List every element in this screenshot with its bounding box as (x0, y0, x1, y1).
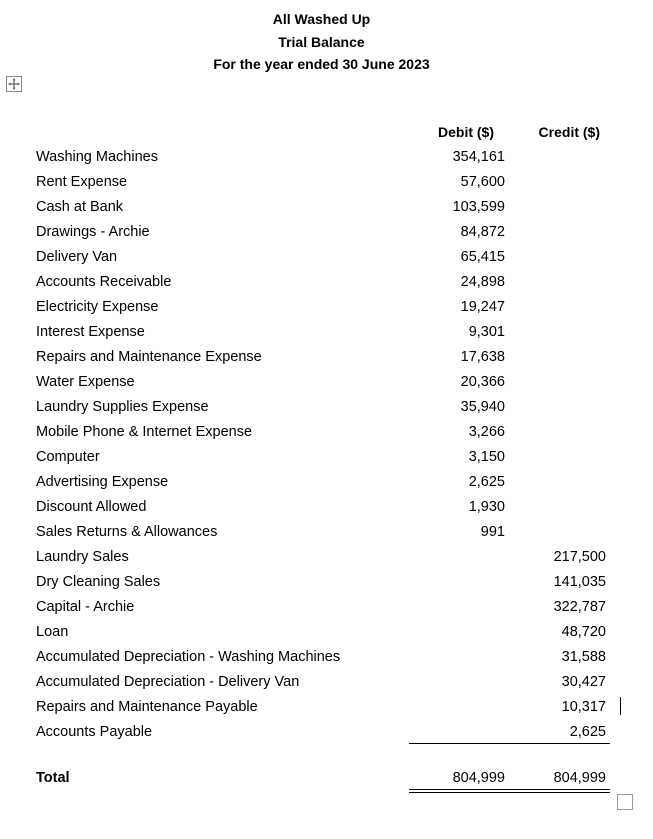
total-double-rule (409, 789, 610, 793)
debit-column-header: Debit ($) (438, 124, 494, 140)
table-row (0, 496, 653, 521)
credit-amount: 31,588 (561, 649, 606, 665)
credit-amount: 217,500 (553, 549, 606, 565)
account-name: Sales Returns & Allowances (36, 524, 218, 540)
table-row (0, 521, 653, 546)
table-row (0, 296, 653, 321)
account-name: Mobile Phone & Internet Expense (36, 424, 253, 440)
table-row (0, 271, 653, 296)
account-name: Interest Expense (36, 324, 145, 340)
debit-amount: 991 (480, 524, 505, 540)
debit-amount: 2,625 (468, 474, 505, 490)
table-row (0, 346, 653, 371)
total-label: Total (36, 770, 70, 786)
table-row (0, 221, 653, 246)
table-move-handle-icon[interactable] (6, 76, 22, 92)
debit-amount: 354,161 (452, 149, 505, 165)
debit-amount: 3,150 (468, 449, 505, 465)
table-row (0, 421, 653, 446)
debit-amount: 35,940 (460, 399, 505, 415)
account-name: Capital - Archie (36, 599, 135, 615)
debit-amount: 24,898 (460, 274, 505, 290)
account-name: Laundry Sales (36, 549, 129, 565)
table-row (0, 621, 653, 646)
debit-amount: 1,930 (468, 499, 505, 515)
account-name: Rent Expense (36, 174, 128, 190)
move-arrows-icon (8, 78, 20, 90)
total-credit: 804,999 (553, 770, 606, 786)
report-name: Trial Balance (278, 33, 365, 50)
table-row (0, 596, 653, 621)
table-row (0, 396, 653, 421)
credit-amount: 322,787 (553, 599, 606, 615)
account-name: Computer (36, 449, 100, 465)
credit-amount: 141,035 (553, 574, 606, 590)
account-name: Drawings - Archie (36, 224, 150, 240)
table-row (0, 471, 653, 496)
debit-amount: 17,638 (460, 349, 505, 365)
table-row (0, 696, 653, 721)
account-name: Washing Machines (36, 149, 158, 165)
account-name: Discount Allowed (36, 499, 147, 515)
account-name: Laundry Supplies Expense (36, 399, 209, 415)
debit-amount: 57,600 (460, 174, 505, 190)
credit-amount: 2,625 (569, 724, 606, 740)
table-row (0, 321, 653, 346)
debit-amount: 3,266 (468, 424, 505, 440)
account-name: Cash at Bank (36, 199, 124, 215)
subtotal-rule (409, 743, 610, 744)
debit-amount: 103,599 (452, 199, 505, 215)
table-row (0, 646, 653, 671)
table-row (0, 371, 653, 396)
account-name: Electricity Expense (36, 299, 159, 315)
debit-amount: 20,366 (460, 374, 505, 390)
debit-amount: 19,247 (460, 299, 505, 315)
table-row (0, 446, 653, 471)
debit-amount: 9,301 (468, 324, 505, 340)
text-cursor (620, 697, 621, 715)
table-row (0, 171, 653, 196)
debit-amount: 65,415 (460, 249, 505, 265)
table-row (0, 146, 653, 171)
debit-amount: 84,872 (460, 224, 505, 240)
credit-amount: 30,427 (561, 674, 606, 690)
account-name: Dry Cleaning Sales (36, 574, 161, 590)
account-name: Accounts Payable (36, 724, 153, 740)
report-title-block (0, 8, 653, 76)
company-name: All Washed Up (272, 11, 371, 27)
total-debit: 804,999 (452, 770, 505, 786)
account-name: Accumulated Depreciation - Delivery Van (36, 674, 300, 690)
table-row (0, 196, 653, 221)
account-name: Repairs and Maintenance Expense (36, 349, 262, 365)
table-row (0, 671, 653, 696)
account-name: Accounts Receivable (36, 274, 172, 290)
credit-amount: 48,720 (561, 624, 606, 640)
credit-column-header: Credit ($) (538, 124, 600, 140)
account-name: Repairs and Maintenance Payable (36, 699, 258, 715)
table-row (0, 246, 653, 271)
table-row (0, 546, 653, 571)
account-name: Loan (36, 624, 69, 640)
account-name: Accumulated Depreciation - Washing Machines (36, 649, 341, 665)
table-row (0, 571, 653, 596)
credit-amount: 10,317 (561, 699, 606, 715)
account-name: Water Expense (36, 374, 135, 390)
report-period: For the year ended 30 June 2023 (213, 56, 430, 72)
account-name: Advertising Expense (36, 474, 169, 490)
account-name: Delivery Van (36, 249, 118, 265)
trial-balance-table (0, 146, 653, 746)
table-resize-handle-icon[interactable] (617, 794, 633, 810)
